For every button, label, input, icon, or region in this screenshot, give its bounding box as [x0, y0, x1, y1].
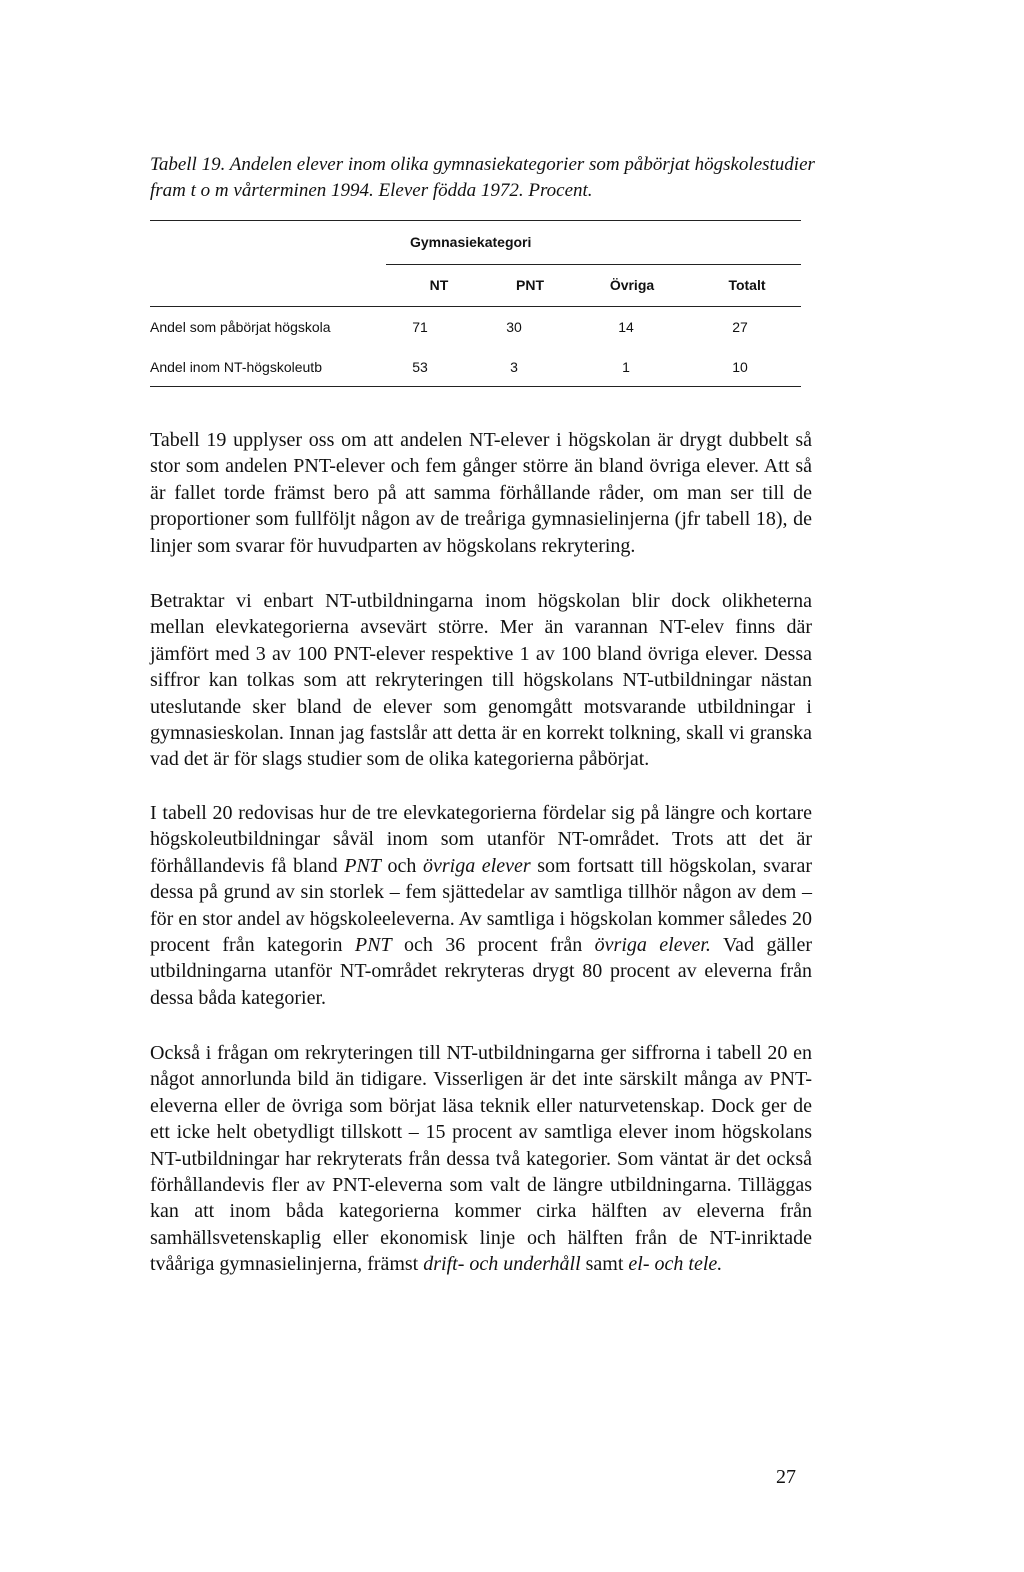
- table-group-header: Gymnasiekategori: [410, 234, 532, 250]
- paragraph-text: Vad gäller utbildningarna utanför NT-området rekryteras drygt 80 procent av eleverna från dessa båda kategorier.: [150, 934, 812, 1009]
- table-cell: 30: [506, 319, 522, 335]
- paragraph-text: I tabell 20 redovisas hur de tre elevkategorierna fördelar sig på längre och kortare högskoleutbildningar såväl inom som utanför NT-området. Trots att det är förhållandevis få bland: [150, 802, 812, 877]
- paragraph-text: och: [380, 854, 423, 877]
- column-header-pnt: PNT: [516, 277, 544, 293]
- table-caption: Tabell 19. Andelen elever inom olika gymnasiekategorier som påbörjat högskolestudier fram t o m vårterminen 1994. Elever födda 1972. Procent.: [150, 154, 815, 201]
- paragraph: Betraktar vi enbart NT-utbildningarna inom högskolan blir dock olikheterna mellan elevkategorierna avsevärt större. Mer än varannan NT-elev finns där jämfört med 3 av 100 PNT-elever respektive 1 av 100 bland övriga elever. Dessa siffror kan tolkas som att rekryteringen till högskolans NT-utbildningar nästan uteslutande sker bland de elever som genomgått motsvarande utbildningar i gymnasieskolan. Innan jag fastslår att detta är en korrekt tolkning, skall vi granska vad det är för slags studier som de olika kategorierna påbörjat.: [150, 590, 812, 771]
- paragraph-emphasis: övriga elever.: [594, 934, 711, 957]
- paragraph-text: och 36 procent från: [391, 934, 595, 957]
- table-cell: 10: [732, 359, 748, 375]
- paragraph: [150, 800, 812, 1011]
- table-cell: 27: [732, 319, 748, 335]
- paragraph-emphasis: övriga elever: [422, 854, 531, 877]
- paragraph-emphasis: el- och tele.: [628, 1253, 723, 1276]
- paragraph-text: Också i frågan om rekryteringen till NT-utbildningarna ger siffrorna i tabell 20 en något annorlunda bild än tidigare. Visserligen är det inte särskilt många av PNT-eleverna eller de övriga som börjat läsa teknik eller naturvetenskap. Dock ger de ett icke helt obetydligt tillskott – 15 procent av samtliga elever inom högskolans NT-utbildningar har rekryterats från dessa två kategorier. Som väntat är det också förhållandevis fler av PNT-eleverna som valt de längre utbildningarna. Tilläggas kan att inom båda kategorierna kommer cirka hälften av eleverna från samhällsvetenskaplig eller ekonomisk linje och hälften från de NT-inriktade tvååriga gymnasielinjerna, främst: [150, 1042, 812, 1276]
- table-bottom-rule: [150, 386, 801, 387]
- group-header-rule: [386, 264, 801, 265]
- row-label: Andel inom NT-högskoleutb: [150, 359, 322, 375]
- row-label: Andel som påbörjat högskola: [150, 319, 331, 335]
- page-number: 27: [776, 1466, 796, 1488]
- paragraph-text: samt: [580, 1253, 629, 1276]
- table-top-rule: [150, 220, 801, 221]
- paragraph: Tabell 19 upplyser oss om att andelen NT-elever i högskolan är drygt dubbelt så stor som andelen PNT-elever och fem gånger större än bland övriga elever. Att så är fallet torde främst bero på att samma förhållande råder, om man ser till de proportioner som fullföljt någon av de treåriga gymnasielinjerna (jfr tabell 18), de linjer som svarar för huvudparten av högskolans rekrytering.: [150, 429, 812, 557]
- paragraph-emphasis: drift- och underhåll: [423, 1253, 581, 1276]
- table-cell: 1: [622, 359, 630, 375]
- paragraph-emphasis: PNT: [354, 934, 392, 957]
- table-cell: 14: [618, 319, 634, 335]
- paragraph: [150, 1040, 812, 1278]
- column-header-nt: NT: [429, 277, 449, 293]
- table-cell: 53: [412, 359, 428, 375]
- column-header-ovriga: Övriga: [609, 277, 655, 293]
- paragraph-emphasis: PNT: [344, 854, 381, 877]
- paragraph-text: som fortsatt till högskolan, svarar dessa på grund av sin storlek – fem sjättedelar av samtliga tillhör någon av dem – för en stor andel av högskoleeleverna. Av samtliga i högskolan kommer således 20 procent från kategorin: [150, 854, 812, 957]
- column-header-totalt: Totalt: [728, 277, 766, 293]
- table-cell: 3: [510, 359, 518, 375]
- table-cell: 71: [412, 319, 428, 335]
- column-header-rule: [150, 306, 801, 307]
